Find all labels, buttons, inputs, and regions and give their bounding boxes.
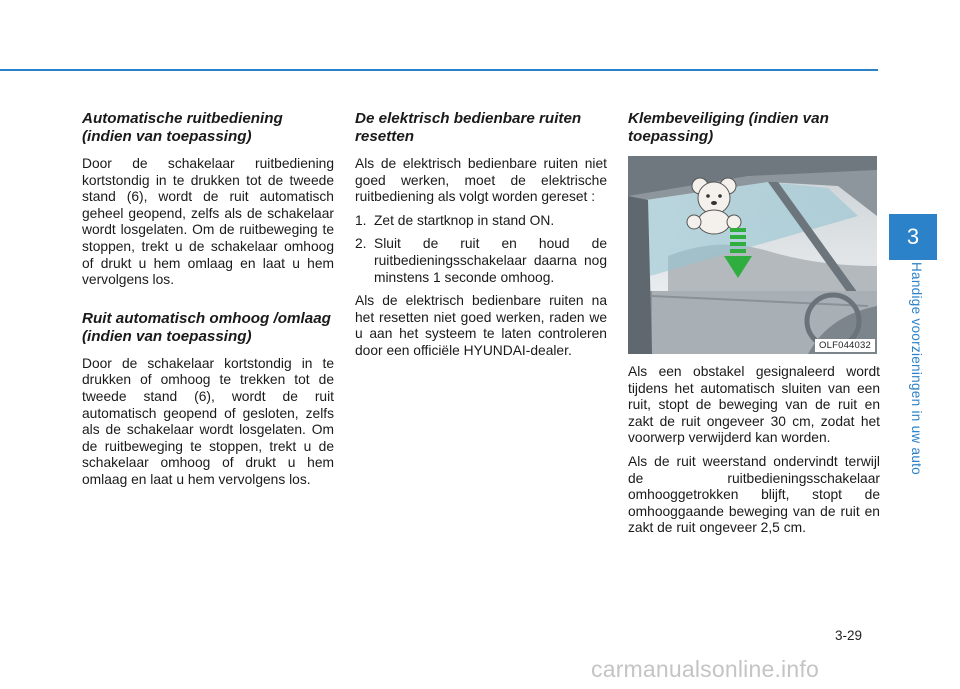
- paragraph-automatic-window: Door de schakelaar ruitbediening kortstondig in te drukken tot de tweede stand (6), wordt de ruit automatisch geheel geopend, zelfs als de schakelaar wordt losgelaten. Om de ruitbeweging te stoppen, trekt u de schakelaar omhoog of drukt u hem omlaag en laat u hem vervolgens los.: [82, 156, 334, 288]
- paragraph-reset-intro: Als de elektrisch bedienbare ruiten niet goed werken, moet de elektrische ruitbediening als volgt worden gereset :: [355, 156, 607, 205]
- figure-code: OLF044032: [815, 339, 875, 352]
- paragraph-resistance: Als de ruit weerstand ondervindt terwijl de ruitbedieningsschakelaar omhooggetrokken blijft, stopt de omhooggaande beweging van de ruit en zakt de ruit ongeveer 2,5 cm.: [628, 453, 880, 536]
- paragraph-obstacle: Als een obstakel gesignaleerd wordt tijdens het automatisch sluiten van een ruit, stopt de beweging van de ruit en zakt de ruit ongeveer 30 cm, zodat het voorwerp verwijderd kan worden.: [628, 364, 880, 446]
- chapter-tab: 3: [889, 214, 937, 260]
- page-number: 3-29: [835, 628, 863, 643]
- heading-auto-up-down: Ruit automatisch omhoog /omlaag (indien van toepassing): [82, 309, 331, 345]
- heading-automatic-window: Automatische ruitbediening (indien van toepassing): [82, 110, 283, 145]
- column-left: [82, 110, 334, 496]
- step-number: 2.: [355, 236, 367, 252]
- watermark: carmanualsonline.info: [591, 656, 819, 682]
- paragraph-reset-dealer: Als de elektrisch bedienbare ruiten na het resetten niet goed werken, raden we u aan het systeem te laten controleren door een officiële HYUNDAI-dealer.: [355, 293, 607, 358]
- column-middle: [355, 110, 607, 367]
- header-rule: [0, 69, 878, 71]
- heading-reset-windows: De elektrisch bedienbare ruiten resetten: [355, 110, 582, 145]
- step-number: 1.: [355, 212, 367, 228]
- pinch-protection-figure: [628, 156, 877, 354]
- paragraph-auto-up-down: Door de schakelaar kortstondig in te drukken of omhoog te trekken tot de tweede stand (6), wordt de ruit automatisch geopend of gesloten, zelfs als de schakelaar wordt losgelaten. Om de ruitbeweging te stoppen, trekt u de schakelaar omhoog of drukt u hem omlaag en laat u hem vervolgens los.: [82, 355, 334, 487]
- car-window-illustration: [628, 156, 877, 354]
- step-text: Zet de startknop in stand ON.: [374, 212, 555, 228]
- step-text: Sluit de ruit en houd de ruitbedieningsschakelaar daarna nog minstens 1 seconde omhoog.: [374, 236, 607, 285]
- column-right: [628, 110, 880, 544]
- chapter-label: Handige voorzieningen in uw auto: [909, 262, 924, 475]
- heading-pinch-protection: Klembeveiliging (indien van toepassing): [628, 110, 829, 145]
- list-item: [355, 213, 607, 230]
- reset-steps-list: [355, 213, 607, 286]
- list-item: [355, 236, 607, 286]
